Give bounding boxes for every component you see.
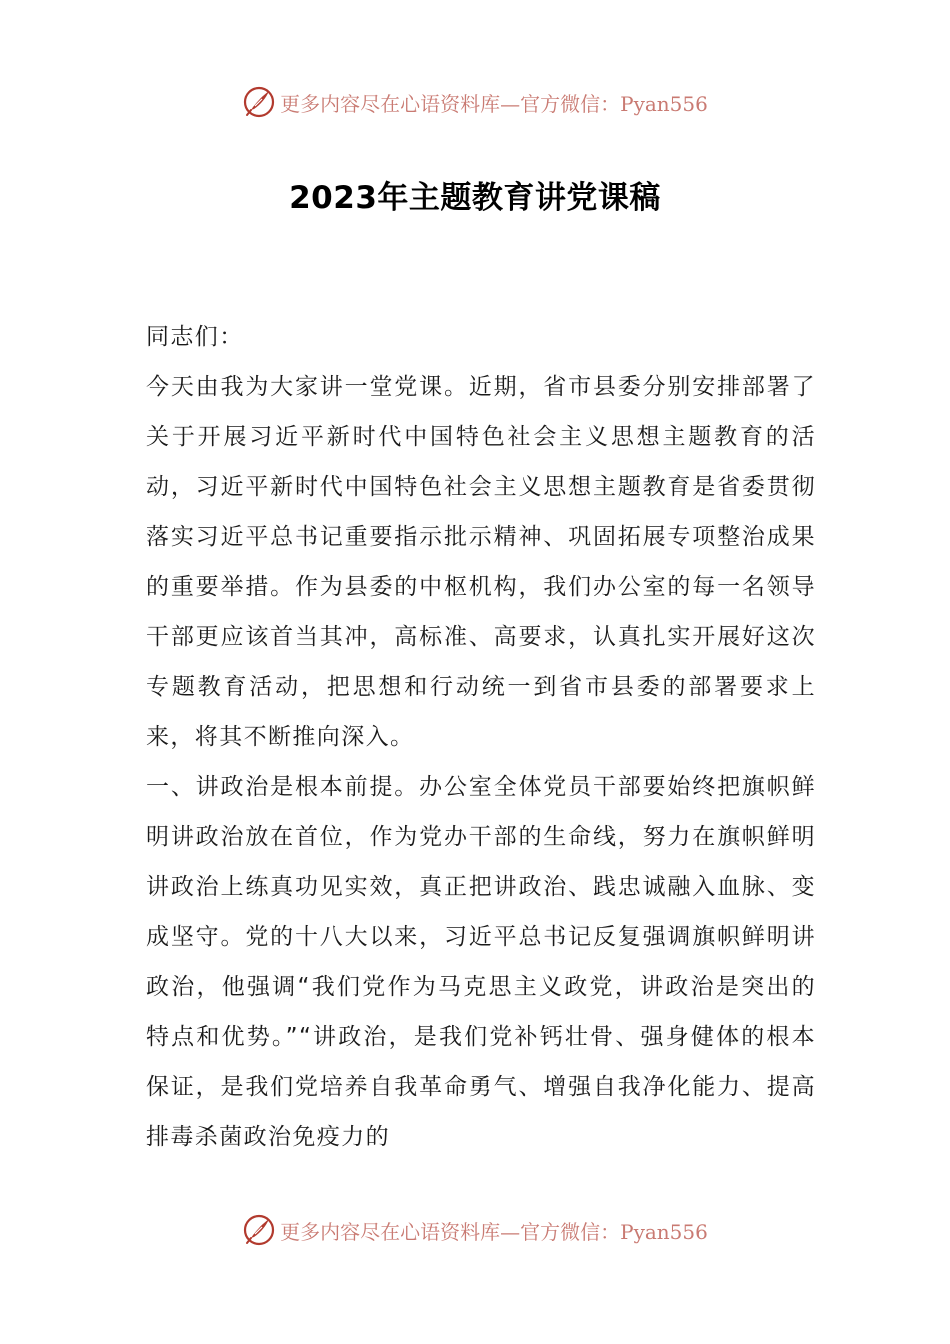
header-banner-text: 更多内容尽在心语资料库—官方微信：Pyan556 (280, 91, 708, 116)
greeting: 同志们： (146, 324, 244, 350)
header-banner (0, 82, 950, 122)
paragraph-intro: 今天由我为大家讲一堂党课。近期，省市县委分别安排部署了关于开展习近平新时代中国特色社会主义思想主题教育的活动，习近平新时代中国特色社会主义思想主题教育是省委贯彻落实习近平总书记重要指示批示精神、巩固拓展专项整治成果的重要举措。作为县委的中枢机构，我们办公室的每一名领导干部更应该首当其冲，高标准、高要求，认真扎实开展好这次专题教育活动，把思想和行动统一到省市县委的部署要求上来，将其不断推向深入。 (146, 374, 816, 750)
footer-banner (0, 1210, 950, 1250)
document-body (146, 312, 816, 1162)
footer-banner-text: 更多内容尽在心语资料库—官方微信：Pyan556 (280, 1219, 708, 1244)
quill-pen-logo-icon (242, 1213, 276, 1247)
paragraph-section-one: 一、讲政治是根本前提。办公室全体党员干部要始终把旗帜鲜明讲政治放在首位，作为党办干部的生命线，努力在旗帜鲜明讲政治上练真功见实效，真正把讲政治、践忠诚融入血脉、变成坚守。党的十八大以来，习近平总书记反复强调旗帜鲜明讲政治，他强调“我们党作为马克思主义政党，讲政治是突出的特点和优势。”“讲政治，是我们党补钙壮骨、强身健体的根本保证，是我们党培养自我革命勇气、增强自我净化能力、提高排毒杀菌政治免疫力的 (146, 774, 816, 1150)
quill-pen-logo-icon (242, 85, 276, 119)
document-title: 2023年主题教育讲党课稿 (289, 180, 661, 216)
